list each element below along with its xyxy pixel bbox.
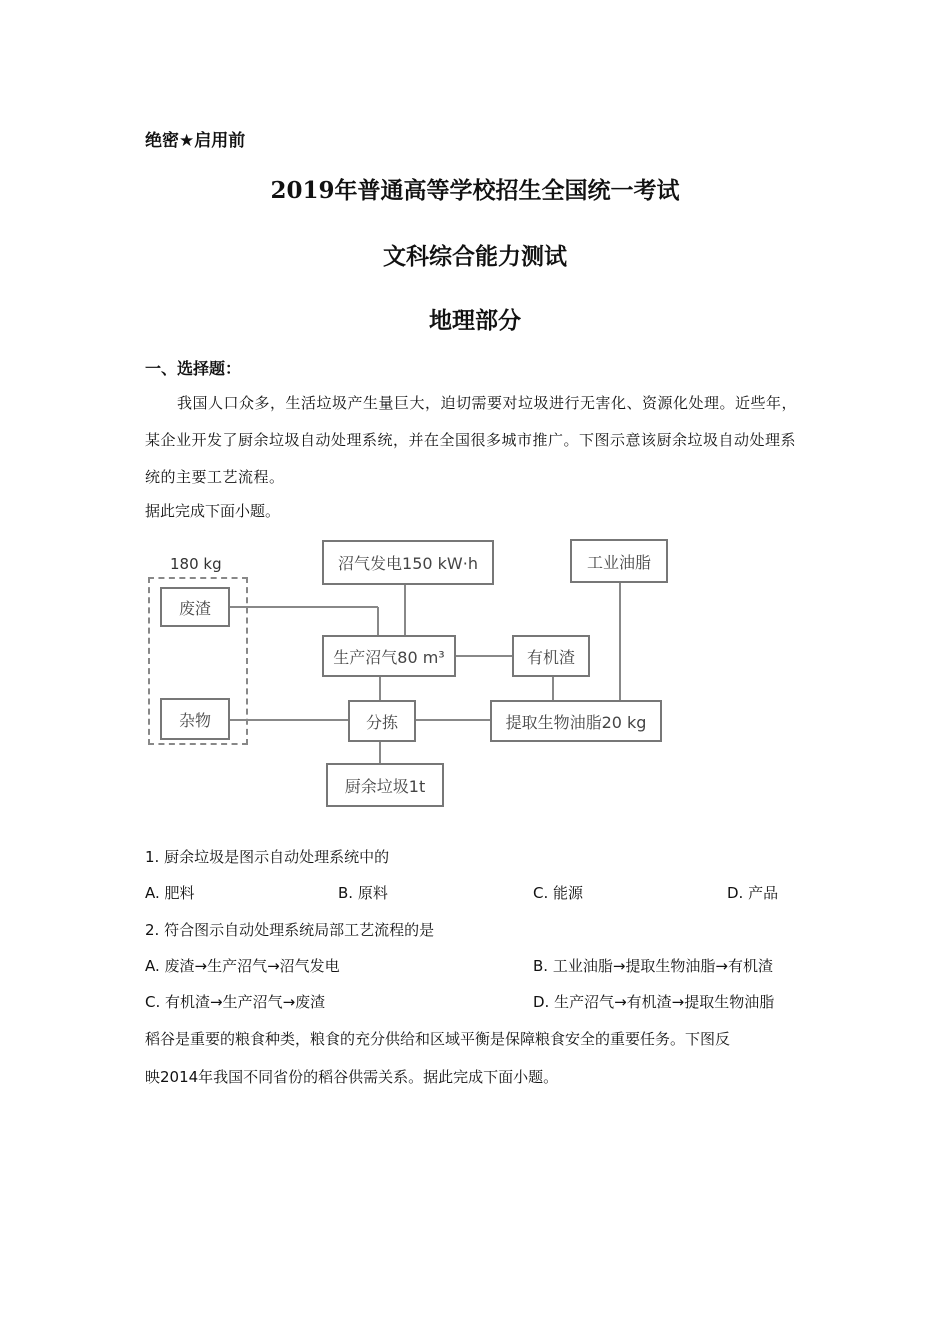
box-sorting: 分拣 <box>348 700 416 742</box>
exam-subtitle: 文科综合能力测试 <box>383 243 567 270</box>
section-title: 地理部分 <box>429 307 521 334</box>
question-1-option-d[interactable]: D. 产品 <box>727 884 779 902</box>
passage-2-line-2: 映2014年我国不同省份的稻谷供需关系。据此完成下面小题。 <box>145 1068 559 1086</box>
question-2-option-c[interactable]: C. 有机渣→生产沼气→废渣 <box>145 993 326 1011</box>
box-waste-residue: 废渣 <box>160 587 230 627</box>
question-2-option-a[interactable]: A. 废渣→生产沼气→沼气发电 <box>145 957 340 975</box>
confidential-label: 绝密★启用前 <box>145 131 246 151</box>
box-industrial-oil: 工业油脂 <box>570 539 668 583</box>
question-2-stem: 2. 符合图示自动处理系统局部工艺流程的是 <box>145 921 435 939</box>
question-2-option-d[interactable]: D. 生产沼气→有机渣→提取生物油脂 <box>533 993 775 1011</box>
intro-paragraph: 我国人口众多，生活垃圾产生量巨大，迫切需要对垃圾进行无害化、资源化处理。近些年，某企业开发了厨余垃圾自动处理系统，并在全国很多城市推广。下图示意该厨余垃圾自动处理系统的主要工艺流程。 <box>145 394 798 486</box>
question-1-option-c[interactable]: C. 能源 <box>533 884 584 902</box>
box-biogas-power: 沼气发电150 kW·h <box>322 540 494 585</box>
box-extract-bio-oil: 提取生物油脂20 kg <box>490 700 662 742</box>
box-debris: 杂物 <box>160 698 230 740</box>
question-1-option-a[interactable]: A. 肥料 <box>145 884 195 902</box>
group-weight-label: 180 kg <box>170 555 222 573</box>
intro-instruction: 据此完成下面小题。 <box>145 502 281 520</box>
question-2-option-b[interactable]: B. 工业油脂→提取生物油脂→有机渣 <box>533 957 773 975</box>
passage-2-line-1: 稻谷是重要的粮食种类，粮食的充分供给和区域平衡是保障粮食安全的重要任务。下图反 <box>145 1030 731 1048</box>
question-1-option-b[interactable]: B. 原料 <box>338 884 388 902</box>
question-type-heading: 一、选择题： <box>145 359 242 378</box>
process-flow-diagram <box>140 535 760 815</box>
box-biogas-production: 生产沼气80 m³ <box>322 635 456 677</box>
exam-title: 2019年普通高等学校招生全国统一考试 <box>270 177 680 204</box>
box-kitchen-waste: 厨余垃圾1t <box>326 763 444 807</box>
box-organic-residue: 有机渣 <box>512 635 590 677</box>
question-1-stem: 1. 厨余垃圾是图示自动处理系统中的 <box>145 848 390 866</box>
